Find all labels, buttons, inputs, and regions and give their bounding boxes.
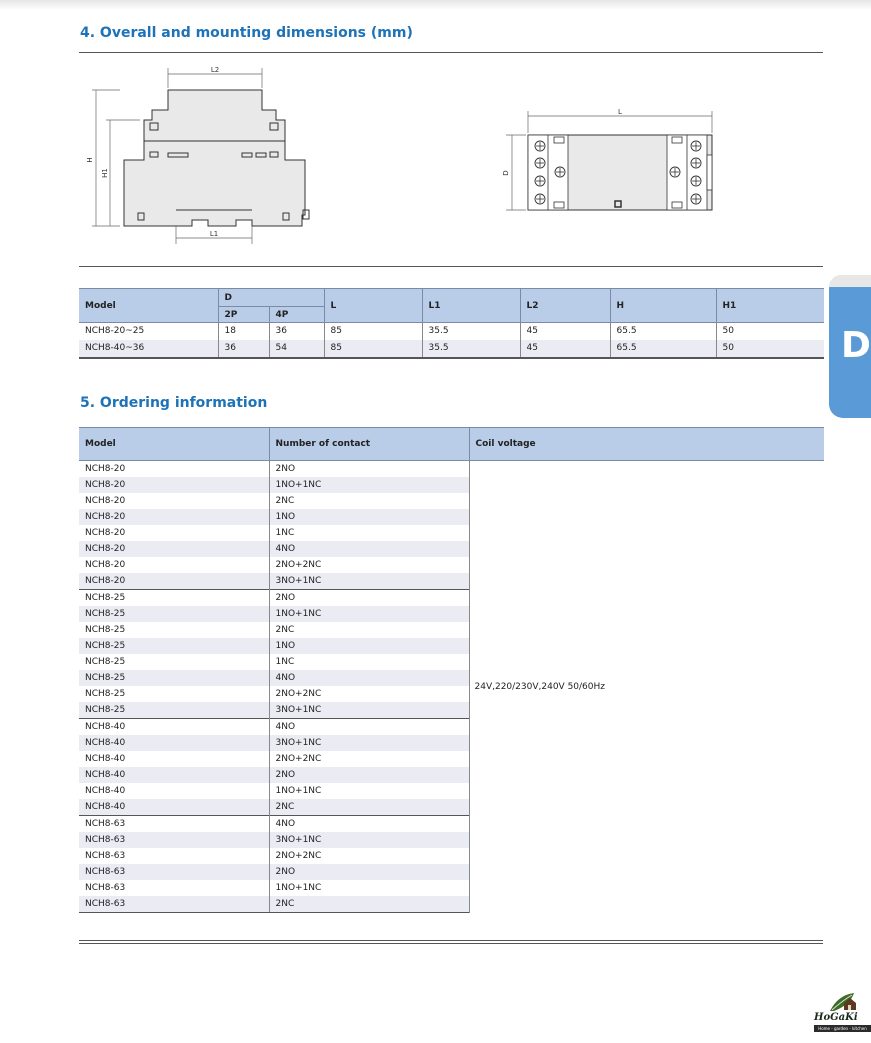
ordering-cell-contact: 3NO+1NC	[269, 735, 469, 751]
leaf-house-icon	[824, 991, 860, 1013]
dimensions-cell-l1: 35.5	[422, 323, 520, 341]
ordering-cell-model: NCH8-20	[85, 464, 126, 474]
ordering-cell-model: NCH8-25	[79, 590, 269, 607]
ordering-cell-model: NCH8-63	[85, 851, 126, 861]
ordering-cell-model: NCH8-25	[79, 670, 269, 686]
ordering-cell-model: NCH8-20	[79, 477, 269, 493]
dimensions-cell-d2p: 18	[218, 323, 269, 341]
ordering-cell-contact: 3NO+1NC	[269, 832, 469, 848]
ordering-cell-contact: 1NO+1NC	[269, 477, 469, 493]
dimensions-table	[79, 288, 824, 359]
dimensions-cell-h1: 50	[716, 323, 824, 341]
dimensions-cell-l: 85	[324, 340, 422, 358]
ordering-cell-model: NCH8-20	[85, 496, 126, 506]
ordering-cell-contact: 1NC	[269, 525, 469, 541]
section-tab	[829, 275, 871, 418]
header-d-4p: 4P	[269, 307, 324, 323]
dimensions-cell-h1: 50	[716, 340, 824, 358]
header-h: H	[610, 289, 716, 323]
header-order-voltage: Coil voltage	[469, 428, 824, 461]
logo-slogan: Home - garden - kitchen	[814, 1025, 871, 1032]
ordering-cell-model: NCH8-63	[79, 832, 269, 848]
ordering-cell-contact: 2NO	[269, 590, 469, 607]
label-l2: L2	[210, 66, 220, 74]
section-tab-top	[829, 275, 871, 287]
side-view-drawing	[80, 60, 330, 250]
ordering-cell-contact: 3NO+1NC	[269, 702, 469, 719]
ordering-table-body	[79, 461, 824, 913]
ordering-cell-contact: 4NO	[269, 670, 469, 686]
ordering-cell-model: NCH8-25	[85, 657, 126, 667]
ordering-cell-model: NCH8-25	[79, 702, 269, 719]
section-4-title: 4. Overall and mounting dimensions (mm)	[80, 25, 413, 41]
hogaki-logo	[814, 991, 871, 1033]
ordering-cell-contact: 4NO	[269, 541, 469, 557]
ordering-cell-contact: 1NO	[269, 638, 469, 654]
ordering-cell-model: NCH8-40	[79, 735, 269, 751]
section-4-rule	[79, 52, 823, 53]
ordering-cell-contact: 2NC	[269, 799, 469, 816]
logo-brand: HoGaKi	[814, 1012, 858, 1023]
ordering-cell-model: NCH8-40	[79, 719, 269, 736]
ordering-cell-model: NCH8-40	[79, 799, 269, 816]
ordering-cell-model: NCH8-40	[85, 786, 126, 796]
dimensions-cell-l2: 45	[520, 340, 610, 358]
ordering-cell-model: NCH8-20	[79, 509, 269, 525]
ordering-cell-contact: 1NO	[269, 509, 469, 525]
ordering-cell-model: NCH8-40	[85, 754, 126, 764]
header-l1: L1	[422, 289, 520, 323]
ordering-cell-contact: 1NO+1NC	[269, 880, 469, 896]
ordering-cell-model: NCH8-25	[85, 689, 126, 699]
ordering-cell-model: NCH8-20	[79, 541, 269, 557]
ordering-cell-contact: 2NO	[269, 864, 469, 880]
dimensions-cell-l2: 45	[520, 323, 610, 341]
ordering-cell-model: NCH8-25	[79, 606, 269, 622]
ordering-cell-contact: 1NO+1NC	[269, 783, 469, 799]
label-d: D	[502, 170, 510, 176]
section-tab-letter: D	[841, 325, 871, 366]
label-h: H	[86, 157, 94, 163]
ordering-table	[79, 427, 824, 913]
ordering-cell-model: NCH8-63	[85, 883, 126, 893]
ordering-cell-contact: 2NO	[269, 767, 469, 783]
dimensions-cell-l1: 35.5	[422, 340, 520, 358]
ordering-cell-contact: 2NC	[269, 896, 469, 913]
ordering-cell-model: NCH8-63	[79, 864, 269, 880]
ordering-cell-model: NCH8-20	[79, 573, 269, 590]
ordering-cell-model: NCH8-20	[85, 560, 126, 570]
ordering-cell-contact: 2NO+2NC	[269, 848, 469, 864]
ordering-cell-contact: 1NO+1NC	[269, 606, 469, 622]
ordering-cell-contact: 2NO	[269, 461, 469, 478]
dimensions-cell-model: NCH8-40~36	[79, 340, 218, 358]
dimensions-row	[79, 323, 824, 341]
dimensions-cell-h: 65.5	[610, 323, 716, 341]
ordering-cell-contact: 4NO	[269, 816, 469, 833]
ordering-cell-contact: 4NO	[269, 719, 469, 736]
ordering-cell-contact: 2NC	[269, 493, 469, 509]
ordering-end-rule	[79, 940, 823, 944]
header-d: D	[218, 289, 324, 307]
ordering-cell-contact: 2NO+2NC	[269, 751, 469, 767]
header-order-model: Model	[79, 428, 269, 461]
dimensions-cell-l: 85	[324, 323, 422, 341]
top-gradient-band	[0, 0, 871, 10]
ordering-row	[79, 461, 824, 478]
label-h1: H1	[101, 168, 109, 178]
header-l: L	[324, 289, 422, 323]
dimensions-cell-model: NCH8-20~25	[85, 326, 145, 336]
section-5-title: 5. Ordering information	[80, 395, 268, 411]
dimensions-cell-d2p: 36	[218, 340, 269, 358]
ordering-cell-model: NCH8-63	[79, 896, 269, 913]
ordering-cell-contact: 2NO+2NC	[269, 686, 469, 702]
dimensions-rule	[79, 266, 823, 267]
front-view-drawing	[500, 105, 720, 220]
ordering-cell-contact: 1NC	[269, 654, 469, 670]
dimensions-cell-d4p: 54	[269, 340, 324, 358]
ordering-cell-contact: 2NO+2NC	[269, 557, 469, 573]
dimensions-row	[79, 340, 824, 358]
ordering-cell-model: NCH8-20	[85, 528, 126, 538]
ordering-cell-contact: 2NC	[269, 622, 469, 638]
dimensions-table-body	[79, 323, 824, 359]
header-d-2p: 2P	[218, 307, 269, 323]
ordering-cell-coil-voltage: 24V,220/230V,240V 50/60Hz	[469, 461, 824, 913]
ordering-cell-model: NCH8-63	[79, 816, 269, 833]
header-model: Model	[79, 289, 218, 323]
ordering-cell-model: NCH8-40	[79, 767, 269, 783]
header-order-contact: Number of contact	[269, 428, 469, 461]
ordering-cell-contact: 3NO+1NC	[269, 573, 469, 590]
ordering-cell-model: NCH8-25	[79, 638, 269, 654]
ordering-cell-model: NCH8-25	[85, 625, 126, 635]
dimensions-cell-h: 65.5	[610, 340, 716, 358]
header-l2: L2	[520, 289, 610, 323]
label-l: L	[618, 108, 622, 116]
dimensions-cell-d4p: 36	[269, 323, 324, 341]
header-h1: H1	[716, 289, 824, 323]
label-l1: L1	[209, 230, 219, 238]
